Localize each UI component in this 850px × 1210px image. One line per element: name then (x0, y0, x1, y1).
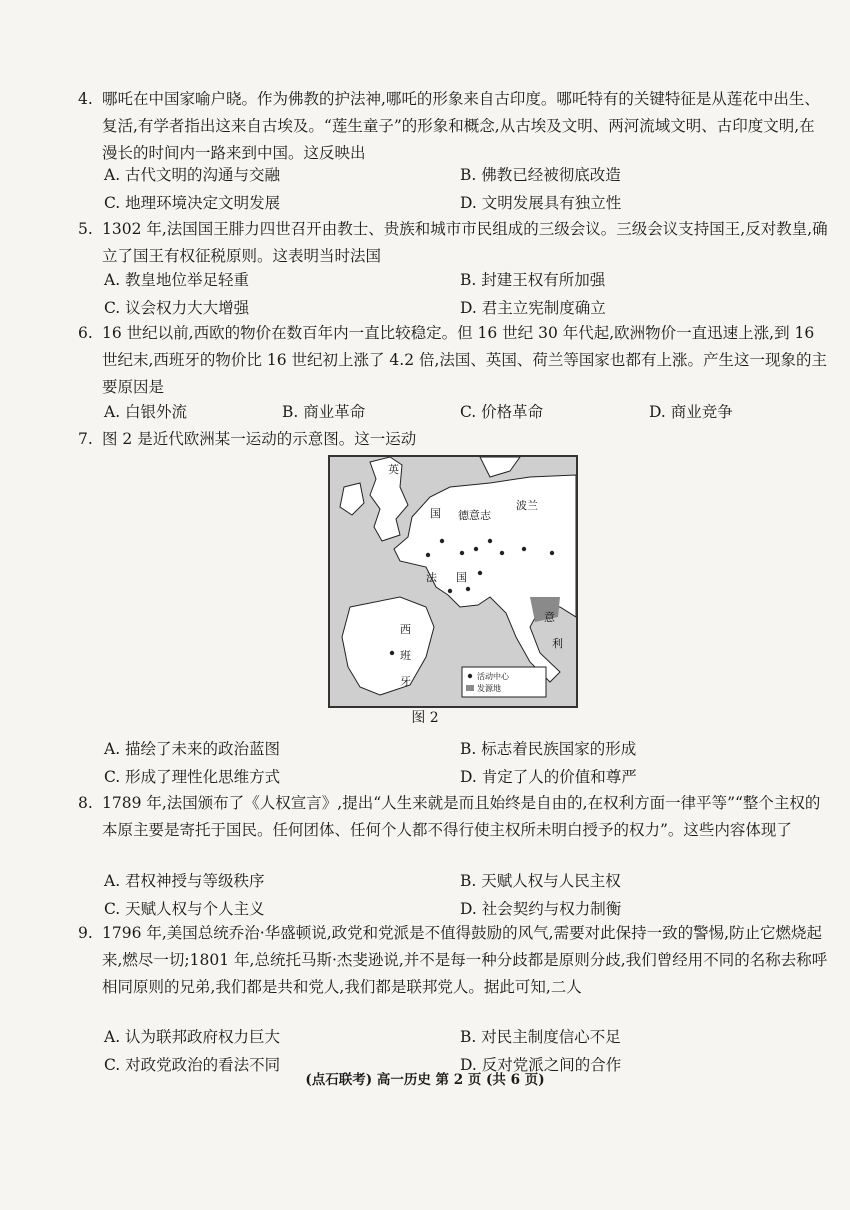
legend-center-label: 活动中心 (477, 672, 509, 681)
option-a: A. 描绘了未来的政治蓝图 (104, 740, 281, 758)
option-d: D. 肯定了人的价值和尊严 (460, 768, 637, 786)
activity-dot (466, 587, 470, 591)
question-8 (78, 790, 828, 844)
option-a: A. 古代文明的沟通与交融 (104, 166, 281, 184)
option-a: A. 教皇地位举足轻重 (104, 271, 250, 289)
map-label-fa: 法 (426, 571, 437, 584)
activity-dot (390, 651, 394, 655)
question-9 (78, 920, 828, 1001)
map-label-bolan: 波兰 (516, 499, 538, 512)
option-c: C. 形成了理性化思维方式 (104, 768, 281, 786)
option-c: C. 天赋人权与个人主义 (104, 900, 265, 918)
activity-dot (474, 547, 478, 551)
question-number: 7. (78, 430, 93, 448)
scandinavia-land (480, 457, 520, 477)
figure-2-map (328, 455, 578, 708)
question-number: 4. (78, 90, 93, 108)
map-label-ya: 牙 (400, 675, 411, 688)
option-b: B. 封建王权有所加强 (460, 271, 606, 289)
activity-dot (522, 547, 526, 551)
activity-dot (426, 553, 430, 557)
legend-center-symbol (468, 674, 472, 678)
option-a: A. 君权神授与等级秩序 (104, 872, 265, 890)
option-b: B. 对民主制度信心不足 (460, 1028, 621, 1046)
map-label-ban: 班 (400, 649, 411, 662)
option-b: B. 佛教已经被彻底改造 (460, 166, 621, 184)
europe-map-svg (330, 457, 576, 706)
activity-dot (500, 551, 504, 555)
option-c: C. 地理环境决定文明发展 (104, 194, 281, 212)
option-b: B. 商业革命 (282, 403, 366, 421)
question-number: 5. (78, 220, 93, 238)
option-d: D. 商业竞争 (649, 403, 733, 421)
question-stem: 图 2 是近代欧洲某一运动的示意图。这一运动 (102, 430, 417, 448)
question-stem: 1789 年,法国颁布了《人权宣言》,提出“人生来就是而且始终是自由的,在权利方面一律平等”“整个主权的本原主要是寄托于国民。任何团体、任何个人都不得行使主权所未明白授予的权力”。这些内容体现了 (102, 794, 821, 839)
iberia-land (342, 597, 434, 695)
activity-dot (488, 539, 492, 543)
activity-dot (478, 571, 482, 575)
ireland-land (340, 483, 364, 515)
question-stem: 哪吒在中国家喻户晓。作为佛教的护法神,哪吒的形象来自古印度。哪吒特有的关键特征是从莲花中出生、复活,有学者指出这来自古埃及。“莲生童子”的形象和概念,从古埃及文明、两河流域文明、古印度文明,在漫长的时间内一路来到中国。这反映出 (102, 90, 820, 162)
question-number: 9. (78, 924, 93, 942)
activity-dot (460, 551, 464, 555)
option-b: B. 标志着民族国家的形成 (460, 740, 637, 758)
map-label-xi: 西 (400, 623, 411, 636)
page-footer: (点石联考) 高一历史 第 2 页 (共 6 页) (305, 1072, 545, 1088)
activity-dot (448, 589, 452, 593)
map-label-deyizhi: 德意志 (458, 509, 491, 522)
map-label-yi: 意 (544, 611, 555, 624)
map-label-li: 利 (552, 637, 563, 650)
question-stem: 1796 年,美国总统乔治·华盛顿说,政党和党派是不值得鼓励的风气,需要对此保持一致的警惕,防止它燃烧起来,燃尽一切;1801 年,总统托马斯·杰斐逊说,并不是每一种分歧都是原则分歧,我们曾经用不同的名称去称呼相同原则的兄弟,我们都是共和党人,我们都是联邦党人。据此可知,二人 (102, 924, 828, 996)
option-c: C. 对政党政治的看法不同 (104, 1056, 281, 1074)
option-d: D. 君主立宪制度确立 (460, 299, 606, 317)
question-4 (78, 86, 828, 167)
question-5 (78, 216, 828, 270)
option-d: D. 文明发展具有独立性 (460, 194, 622, 212)
option-a: A. 认为联邦政府权力巨大 (104, 1028, 281, 1046)
option-b: B. 天赋人权与人民主权 (460, 872, 621, 890)
question-stem: 16 世纪以前,西欧的物价在数百年内一直比较稳定。但 16 世纪 30 年代起,欧洲物价一直迅速上涨,到 16 世纪末,西班牙的物价比 16 世纪初上涨了 4.2 倍,法国、英国、荷兰等国家也都有上涨。产生这一现象的主要原因是 (102, 324, 827, 396)
map-label-guo2: 国 (456, 571, 467, 584)
figure-caption: 图 2 (411, 710, 439, 726)
option-d: D. 反对党派之间的合作 (460, 1056, 622, 1074)
option-c: C. 价格革命 (460, 403, 544, 421)
option-c: C. 议会权力大大增强 (104, 299, 250, 317)
question-number: 6. (78, 324, 93, 342)
question-6 (78, 320, 828, 401)
legend-origin-label: 发源地 (477, 684, 501, 693)
activity-dot (440, 539, 444, 543)
option-a: A. 白银外流 (104, 403, 188, 421)
legend-origin-symbol (466, 685, 474, 691)
question-number: 8. (78, 794, 93, 812)
map-label-guo: 国 (430, 507, 441, 520)
question-7 (78, 426, 828, 453)
map-label-ying: 英 (388, 463, 399, 476)
option-d: D. 社会契约与权力制衡 (460, 900, 622, 918)
activity-dot (550, 551, 554, 555)
question-stem: 1302 年,法国国王腓力四世召开由教士、贵族和城市市民组成的三级会议。三级会议支持国王,反对教皇,确立了国王有权征税原则。这表明当时法国 (102, 220, 828, 265)
